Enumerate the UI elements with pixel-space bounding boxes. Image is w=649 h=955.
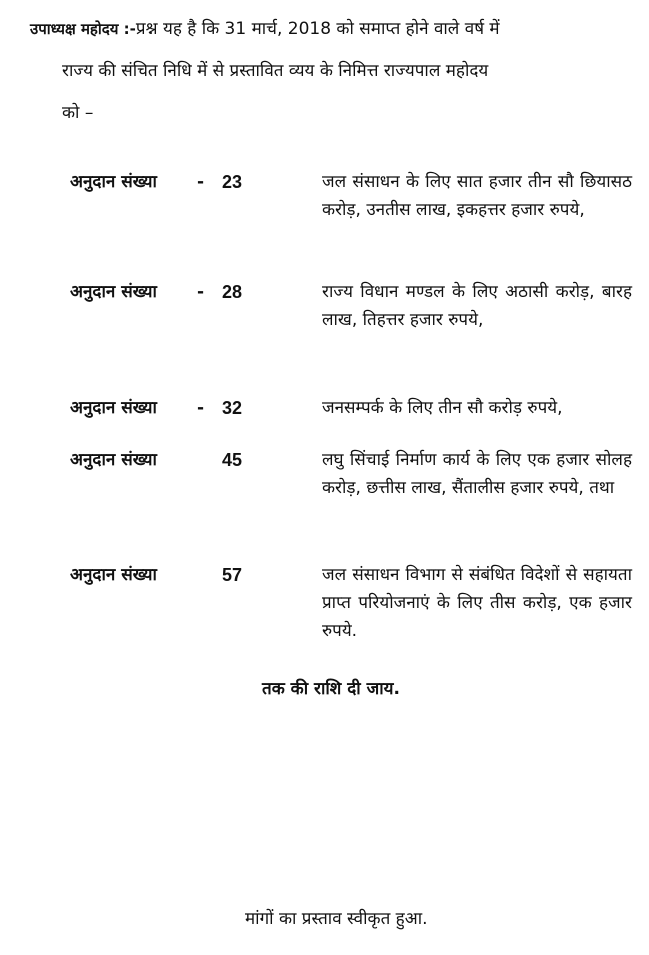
closing-line: तक की राशि दी जाय. [262, 679, 400, 699]
grant-label: अनुदान संख्या [70, 450, 157, 470]
grant-description: जनसम्पर्क के लिए तीन सौ करोड़ रुपये, [322, 398, 563, 418]
intro-line-2: राज्य की संचित निधि में से प्रस्तावित व्यय के निमित्त राज्यपाल महोदय [62, 61, 489, 81]
grant-description: राज्य विधान मण्डल के लिए अठासी करोड़, बारह लाख, तिहत्तर हजार रुपये, [322, 282, 632, 330]
grant-label: अनुदान संख्या [70, 172, 157, 192]
grant-description: जल संसाधन विभाग से संबंधित विदेशों से सहायता प्राप्त परियोजनाएं के लिए तीस करोड़, एक हजार रुपये. [322, 565, 632, 641]
grant-description: लघु सिंचाई निर्माण कार्य के लिए एक हजार सोलह करोड़, छत्तीस लाख, सैंतालीस हजार रुपये, तथा [322, 450, 632, 498]
grant-label: अनुदान संख्या [70, 282, 157, 302]
footer-line: मांगों का प्रस्ताव स्वीकृत हुआ. [245, 909, 428, 929]
grant-number: 45 [222, 450, 243, 470]
intro-line-3: को – [62, 103, 94, 123]
grant-number: 23 [222, 172, 243, 192]
speaker-label: उपाध्यक्ष महोदय :- [30, 20, 136, 38]
intro-line-1 [30, 12, 500, 46]
intro-line-1-text: प्रश्न यह है कि 31 मार्च, 2018 को समाप्त होने वाले वर्ष में [135, 19, 500, 39]
grant-number: 28 [222, 282, 243, 302]
grant-label: अनुदान संख्या [70, 398, 157, 418]
grant-dash: - [197, 398, 205, 418]
grant-dash: - [197, 282, 205, 302]
grant-label: अनुदान संख्या [70, 565, 157, 585]
grant-description: जल संसाधन के लिए सात हजार तीन सौ छियासठ करोड़, उनतीस लाख, इकहत्तर हजार रुपये, [322, 172, 632, 220]
grant-dash: - [197, 172, 205, 192]
grant-number: 32 [222, 398, 243, 418]
grant-number: 57 [222, 565, 243, 585]
